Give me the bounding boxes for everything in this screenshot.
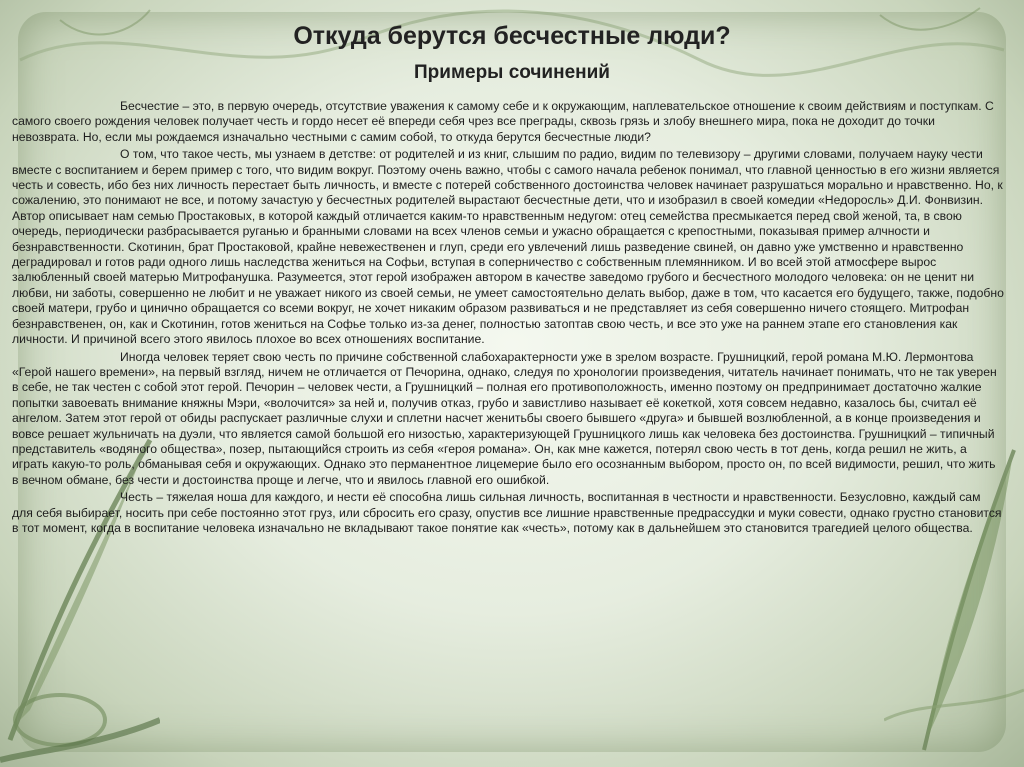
page-subtitle: Примеры сочинений xyxy=(414,62,610,83)
essay-paragraph: Бесчестие – это, в первую очередь, отсутствие уважения к самому себе и к окружающим, наплевательское отношение к своим действиям и поступкам. С самого своего рождения человек получает честь и гордо несет её впереди себя чрез все преграды, сквозь грязь и злобу внешнего мира, пока не доходит до точки невозврата. Но, если мы рождаемся изначально честными с самим собой, то откуда берутся бесчестные люди? xyxy=(12,99,994,144)
essay-paragraph: Честь – тяжелая ноша для каждого, и нести её способна лишь сильная личность, воспитанная в честности и нравственности. Безусловно, каждый сам для себя выбирает, носить при себе постоянно этот груз, или сбросить его сразу, опустив все лишние нравственные предрассудки и муки совести, однако грустно становится в тот момент, когда в воспитание человека изначально не вкладывают такое понятие как «честь», потому как в дальнейшем это становится трагедией целого общества. xyxy=(12,490,1002,535)
essay-paragraph: О том, что такое честь, мы узнаем в детстве: от родителей и из книг, слышим по радио, видим по телевизору – другими словами, получаем науку чести вместе с воспитанием и берем пример с того, что видим вокруг. Поэтому очень важно, чтобы с самого начала ребенок понимал, что главной ценностью в его жизни является честь и совесть, ибо без них личность перестает быть личность, и вместе с потерей собственного достоинства человек начинает разрушаться морально и нравственно. Но, к сожалению, это понимают не все, и потому зачастую у бесчестных родителей вырастают бесчестные дети, что и изобразил в своей комедии «Недоросль» Д.И. Фонвизин. Автор описывает нам семью Простаковых, в которой каждый отличается каким-то нравственным недугом: отец семейства пресмыкается перед свой женой, та, в свою очередь, периодически разбрасывается руганью и бранными словами на всех членов семьи и ужасно обращается с крепостными, показывая пример алчности и безнравственности. Скотинин, брат Простаковой, крайне невежественен и глуп, среди его увлечений лишь разведение свиней, он давно уже умственно и нравственно деградировал и готов ради одного лишь наследства жениться на Софьи, вступая в соперничество с собственным племянником. И во всей этой атмосфере вырос залюбленный своей матерью Митрофанушка. Разумеется, этот герой изображен автором в качестве заведомо грубого и бесчестного молодого человека: он не ценит ни любви, ни заботы, совершенно не любит и не уважает никого из своей семьи, не умеет самостоятельно делать выбор, даже в том, что касается его будущего, также, подобно своей матери, грубо и цинично обращается со всеми вокруг, не хочет никаким образом развиваться и не представляет из себя совершенно ничего стоящего. Митрофан безнравственен, он, как и Скотинин, готов жениться на Софье только из-за денег, полностью затоптав свою честь, и все это уже на раннем этапе его становления как личности. И причиной всего этого явилось плохое во всех отношениях воспитание. xyxy=(12,147,1004,347)
essay-paragraph: Иногда человек теряет свою честь по причине собственной слабохарактерности уже в зрелом возрасте. Грушницкий, герой романа М.Ю. Лермонтова «Герой нашего времени», на первый взгляд, ничем не отличается от Печорина, однако, следуя по хронологии произведения, читатель начинает понимать, что не так уверен в себе, не так честен с собой этот герой. Печорин – человек чести, а Грушницкий – полная его противоположность, именно поэтому он предпринимает достаточно жалкие попытки завоевать внимание княжны Мэри, «волочится» за ней и, получив отказ, грубо и завистливо называет её кокеткой, хотя совсем недавно, казалось бы, считал её ангелом. Затем этот герой от обиды распускает различные слухи и сплетни насчет женитьбы своего бывшего «друга» и бывшей возлюбленной, а в конце произведения и вовсе решает жульничать на дуэли, что является самой большой его низостью, характеризующей Грушницкого лишь как человека без достоинства. Грушницкий – типичный представитель «водяного общества», позер, пытающийся строить из себя «героя романа». Он, как мне кажется, потерял свою честь в тот день, когда решил не жить, а играть какую-то роль, обманывая себя и окружающих. Однако это перманентное лицемерие было его осознанным выбором, просто он, по всей видимости, решил, что жить в вечном обмане, без чести и достоинства проще и легче, что и явилось главной его ошибкой. xyxy=(12,349,997,487)
essay-body xyxy=(12,99,1004,538)
page-title: Откуда берутся бесчестные люди? xyxy=(293,22,731,50)
